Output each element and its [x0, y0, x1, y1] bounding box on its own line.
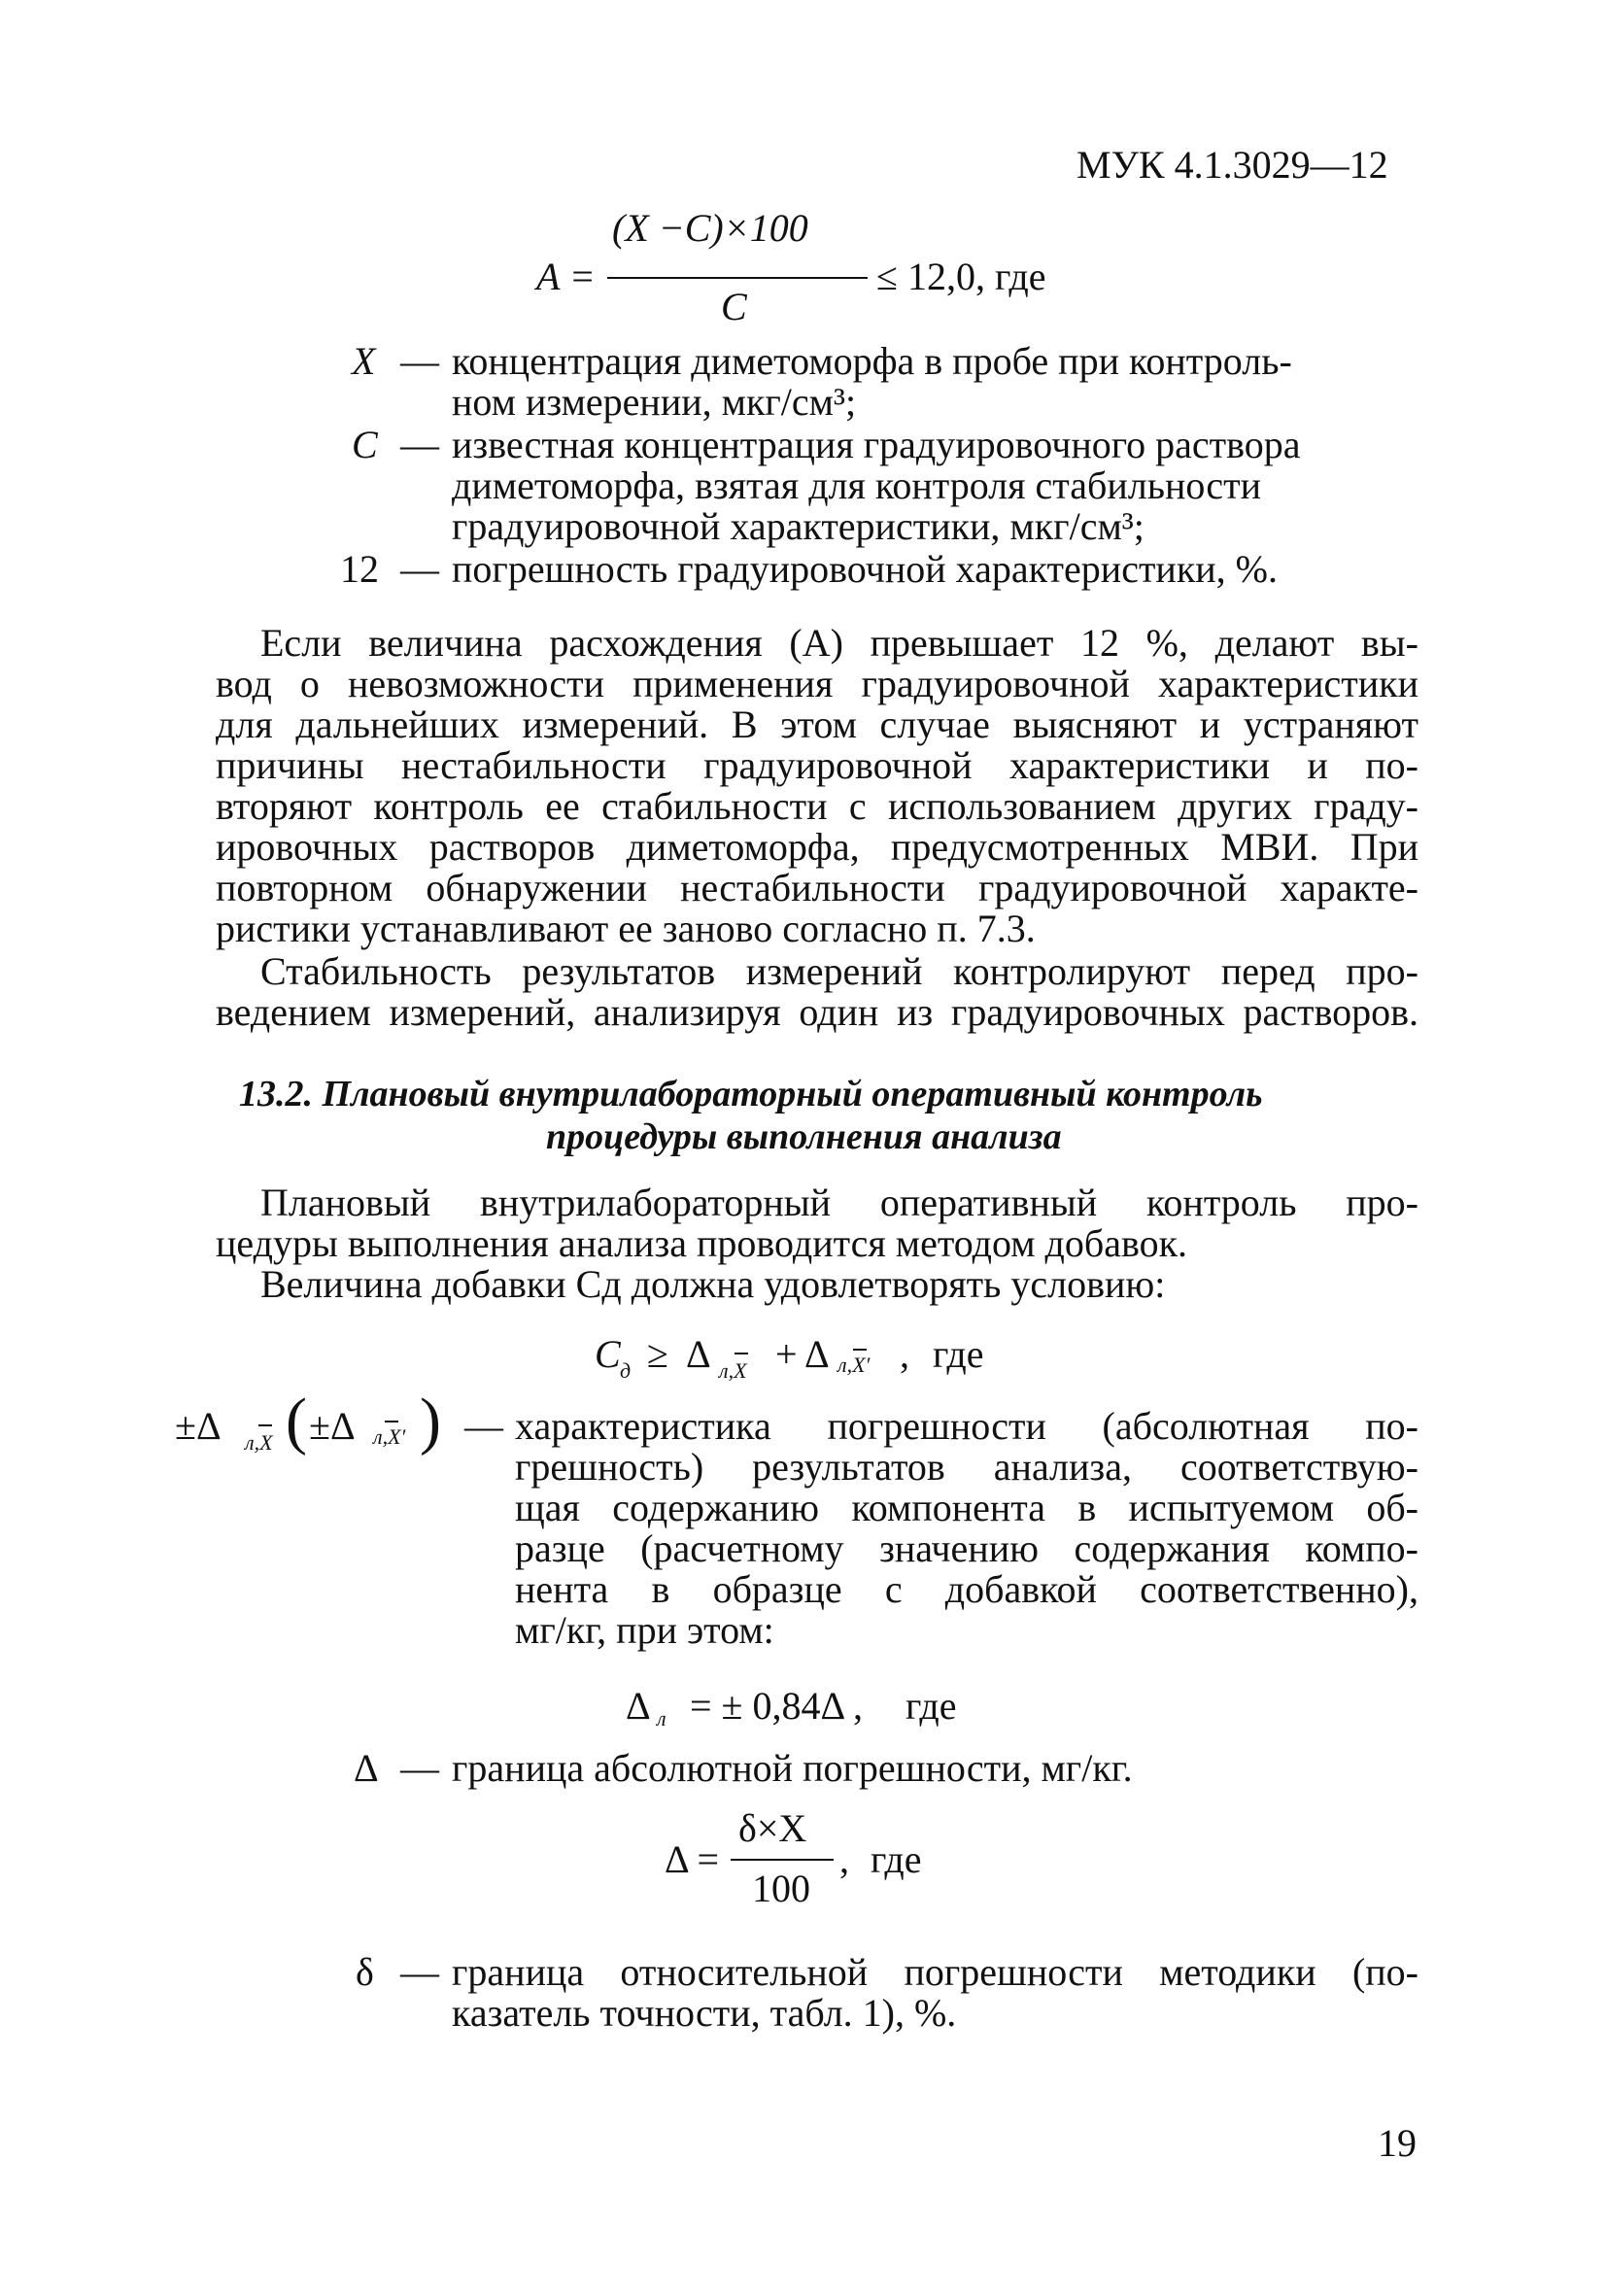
delta-sub1: л,X [245, 1430, 273, 1455]
section-heading-line1: 13.2. Плановый внутрилабораторный оперативный контроль [239, 1074, 1263, 1114]
formula-dl-delta: Δ [626, 1684, 651, 1728]
definition-line: казатель точности, табл. 1), %. [452, 1991, 957, 2035]
definition-line: известная концентрация градуировочного раствора [452, 423, 1301, 466]
formula-delta-denominator: 100 [752, 1867, 810, 1910]
definition-line: градуировочной характеристики, мкг/см³; [452, 504, 1145, 548]
formula-cd-plus: + [775, 1332, 798, 1376]
paragraph-line: Плановый внутрилабораторный оперативный контроль про- [260, 1181, 1418, 1224]
definition-text: граница абсолютной погрешности, мг/кг. [452, 1746, 1133, 1790]
section-heading-line2: процедуры выполнения анализа [546, 1116, 1062, 1157]
paragraph-line: для дальнейших измерений. В этом случае выясняют и устраняют [216, 703, 1418, 746]
paragraph-line: ировочных растворов диметоморфа, предусмотренных МВИ. При [216, 825, 1418, 869]
formula-a-condition: ≤ 12,0, [876, 255, 985, 298]
formula-cd-where: где [933, 1332, 984, 1376]
formula-delta-lhs: Δ = [665, 1837, 720, 1881]
formula-delta-numerator: δ×X [738, 1806, 807, 1850]
formula-a-where: где [995, 255, 1046, 298]
delta-paren-open: ( [286, 1386, 307, 1456]
definition-line: мг/кг, при этом: [515, 1608, 774, 1652]
definition-line: концентрация диметоморфа в пробе при контроль- [452, 339, 1292, 383]
paragraph-line: повторном обнаружении нестабильности градуировочной характе- [216, 866, 1418, 909]
definition-line: нента в образце с добавкой соответственно), [515, 1567, 1418, 1611]
delta-overline1 [258, 1424, 272, 1426]
paragraph-line: ведением измерений, анализируя один из градуировочных растворов. [216, 990, 1418, 1034]
formula-cd-delta2: Δ [804, 1332, 830, 1376]
delta-symbol-left: ±Δ [175, 1404, 222, 1448]
formula-a-lhs: A = [536, 255, 596, 298]
formula-cd-overline2 [853, 1349, 867, 1351]
formula-cd-comma: , [900, 1332, 909, 1376]
delta-sub2: л,X′ [373, 1424, 406, 1449]
formula-cd-sub2: л,X′ [837, 1353, 871, 1377]
definition-dash: — [400, 423, 439, 466]
paragraph-additive-condition: Величина добавки Сд должна удовлетворять условию: [260, 1262, 1166, 1306]
definition-symbol: X [352, 339, 376, 383]
definition-line: диметоморфа, взятая для контроля стабильности [452, 463, 1262, 507]
delta-symbol-inner: ±Δ [309, 1404, 356, 1448]
formula-a-fraction-bar [607, 277, 868, 279]
document-code: МУК 4.1.3029—12 [1076, 143, 1388, 187]
definition-dash: — [400, 547, 439, 591]
formula-cd-c: C [595, 1332, 621, 1376]
formula-cd-delta1: Δ [686, 1332, 711, 1376]
formula-a-numerator: (X −C)×100 [612, 206, 808, 250]
formula-delta-fraction-bar [731, 1859, 834, 1861]
definition-line: граница относительной погрешности методики (по- [452, 1950, 1418, 1994]
paragraph-line: вод о невозможности применения градуировочной характеристики [216, 662, 1418, 705]
definition-line: щая содержанию компонента в испытуемом об- [515, 1486, 1418, 1529]
paragraph-line: причины нестабильности градуировочной характеристики и по- [216, 743, 1418, 787]
definition-dash: — [400, 1950, 439, 1994]
definition-dash: — [400, 339, 439, 383]
paragraph-line: ристики устанавливают ее заново согласно п. 7.3. [216, 907, 1036, 950]
paragraph-line: вторяют контроль ее стабильности с использованием других граду- [216, 784, 1418, 828]
paragraph-line: Если величина расхождения (А) превышает 12 %, делают вы- [260, 621, 1418, 665]
delta-paren-close: ) [420, 1386, 441, 1456]
definition-line: грешность) результатов анализа, соответствую- [515, 1445, 1418, 1489]
formula-dl-sub: л [657, 1706, 666, 1731]
paragraph-line: Стабильность результатов измерений контролируют перед про- [260, 949, 1418, 993]
definition-line: погрешность градуировочной характеристики, %. [452, 547, 1278, 591]
definition-dash: — [400, 1746, 439, 1790]
formula-dl-rhs: = ± 0,84Δ , [690, 1684, 864, 1728]
formula-cd-ge: ≥ [647, 1332, 668, 1376]
formula-dl-where: где [906, 1684, 957, 1728]
definition-dash: — [464, 1404, 503, 1448]
formula-delta-where: где [871, 1837, 922, 1881]
formula-a-denominator: C [721, 285, 747, 328]
formula-delta-comma: , [839, 1837, 849, 1881]
definition-line: характеристика погрешности (абсолютная по- [515, 1404, 1418, 1448]
definition-symbol: δ [356, 1950, 374, 1994]
definition-line: ном измерении, мкг/см³; [452, 380, 857, 424]
page-number: 19 [1378, 2121, 1417, 2165]
formula-cd-overline1 [735, 1353, 748, 1354]
formula-cd-sub1: л,X [719, 1358, 747, 1383]
paragraph-line: цедуры выполнения анализа проводится методом добавок. [216, 1221, 1188, 1265]
delta-overline2 [385, 1421, 398, 1422]
formula-cd-c-sub: д [620, 1358, 632, 1383]
definition-symbol: 12 [340, 547, 379, 591]
definition-symbol: Δ [354, 1746, 379, 1790]
definition-line: разце (расчетному значению содержания компо- [515, 1526, 1418, 1570]
definition-symbol: C [352, 423, 378, 466]
